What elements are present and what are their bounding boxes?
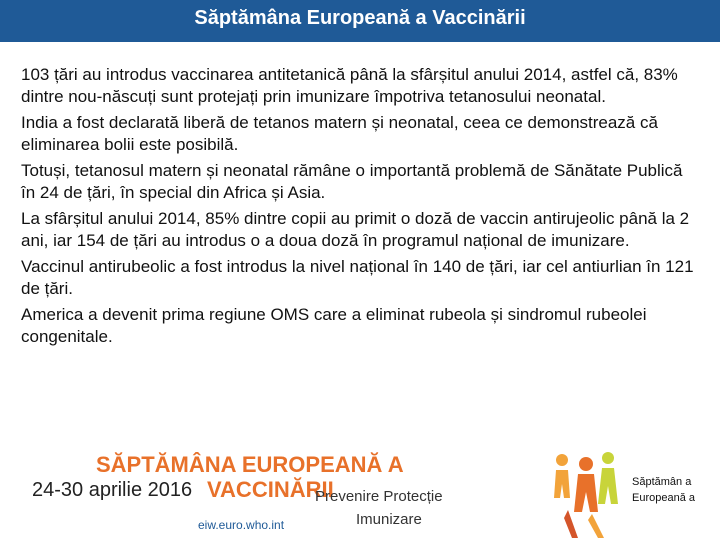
campaign-website: eiw.euro.who.int [198,518,285,532]
paragraph-2: India a fost declarată liberă de tetanos matern și neonatal, ceea ce demonstrează că eliminarea bolii este posibilă. [21,113,658,154]
campaign-title-line2: VACCINĂRII [207,477,334,502]
body-content [21,64,701,352]
campaign-title-line1: SĂPTĂMÂNA EUROPEANĂ A [96,452,404,477]
paragraph-3: Totuși, tetanosul matern și neonatal rămâne o importantă problemă de Sănătate Publică în 24 de țări, în special din Africa și Asia. [21,161,683,202]
title-bar [0,0,720,42]
paragraph-1: 103 țări au introdus vaccinarea antitetanică până la sfârșitul anului 2014, astfel că, 83% dintre nou-născuți sunt protejați prin imunizare împotriva tetanosului neonatal. [21,65,678,106]
page-title: Săptămâna Europeană a Vaccinării [194,7,526,29]
paragraph-6: America a devenit prima regiune OMS care a eliminat rubeola și sindromul rubeolei congenitale. [21,305,647,346]
campaign-tagline-2: Imunizare [356,511,422,528]
campaign-dates: 24-30 aprilie 2016 [32,479,193,501]
people-figures-logo-icon [548,448,624,540]
campaign-side-label: Săptămân a Europeană a [632,476,695,504]
paragraph-5: Vaccinul antirubeolic a fost introdus la nivel național în 140 de țări, iar cel antiurlian în 121 de țări. [21,257,694,298]
campaign-tagline-1: Prevenire Protecție [315,488,443,505]
paragraph-4: La sfârșitul anului 2014, 85% dintre copii au primit o doză de vaccin antirujeolic până la 2 ani, iar 154 de țări au introdus o a doua doză în programul național de imunizare. [21,209,690,250]
